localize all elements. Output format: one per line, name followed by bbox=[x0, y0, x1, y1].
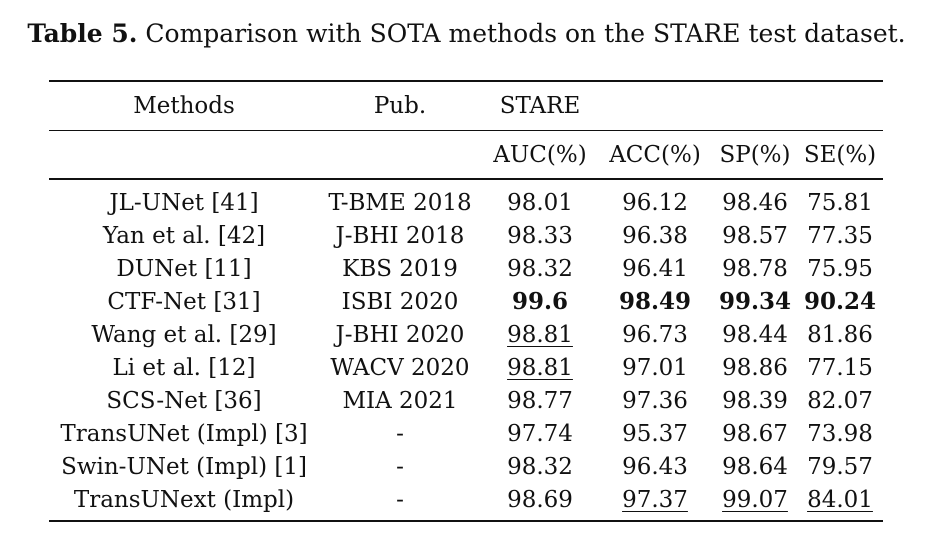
cell-se: 81.86 bbox=[807, 322, 873, 348]
cell-sp: 98.44 bbox=[722, 322, 788, 348]
cell-se: 90.24 bbox=[803, 288, 877, 315]
cell-acc bbox=[595, 486, 715, 514]
cell-auc bbox=[480, 321, 600, 349]
header-pub: Pub. bbox=[373, 93, 427, 119]
table-caption bbox=[0, 18, 933, 50]
top-rule bbox=[49, 80, 883, 82]
cell-auc: 98.01 bbox=[507, 190, 573, 216]
cell-auc-value: 98.81 bbox=[507, 322, 573, 348]
cell-acc: 96.38 bbox=[622, 223, 688, 249]
cell-method: CTF-Net [31] bbox=[107, 289, 261, 315]
header-acc: ACC(%) bbox=[609, 142, 701, 168]
cell-se-value: 84.01 bbox=[807, 487, 873, 513]
header-methods: Methods bbox=[133, 93, 235, 119]
cell-sp: 98.39 bbox=[722, 388, 788, 414]
cell-pub: - bbox=[396, 421, 404, 447]
cell-pub: ISBI 2020 bbox=[341, 289, 459, 315]
cell-sp-value: 99.07 bbox=[722, 487, 788, 513]
cell-pub: J-BHI 2018 bbox=[335, 223, 465, 249]
cell-pub: MIA 2021 bbox=[342, 388, 458, 414]
cell-acc: 97.36 bbox=[622, 388, 688, 414]
cell-se: 75.81 bbox=[807, 190, 873, 216]
cell-auc: 99.6 bbox=[511, 288, 569, 315]
cell-auc: 98.69 bbox=[507, 487, 573, 513]
cell-auc: 97.74 bbox=[507, 421, 573, 447]
cell-pub: - bbox=[396, 454, 404, 480]
cell-method: JL-UNet [41] bbox=[109, 190, 259, 216]
cell-auc bbox=[480, 354, 600, 382]
cell-method: Wang et al. [29] bbox=[91, 322, 277, 348]
cell-acc: 98.49 bbox=[618, 288, 692, 315]
bottom-rule bbox=[49, 520, 883, 522]
cell-method: Yan et al. [42] bbox=[102, 223, 266, 249]
cell-pub: T-BME 2018 bbox=[328, 190, 472, 216]
cell-sp: 98.86 bbox=[722, 355, 788, 381]
cell-sp: 98.46 bbox=[722, 190, 788, 216]
cell-se: 77.15 bbox=[807, 355, 873, 381]
cell-sp: 98.78 bbox=[722, 256, 788, 282]
caption-text: Comparison with SOTA methods on the STARE test dataset. bbox=[145, 19, 906, 48]
cell-auc: 98.32 bbox=[507, 454, 573, 480]
cell-pub: - bbox=[396, 487, 404, 513]
cell-pub: WACV 2020 bbox=[330, 355, 470, 381]
header-dataset: STARE bbox=[499, 93, 581, 119]
cell-se: 77.35 bbox=[807, 223, 873, 249]
cell-acc: 96.73 bbox=[622, 322, 688, 348]
header-auc: AUC(%) bbox=[493, 142, 587, 168]
cell-sp: 98.67 bbox=[722, 421, 788, 447]
cell-sp: 99.34 bbox=[718, 288, 792, 315]
cell-method: Swin-UNet (Impl) [1] bbox=[61, 454, 307, 480]
caption-label: Table 5. bbox=[27, 19, 138, 48]
cell-acc: 95.37 bbox=[622, 421, 688, 447]
cell-method: DUNet [11] bbox=[116, 256, 252, 282]
cell-acc: 96.12 bbox=[622, 190, 688, 216]
cell-acc: 97.01 bbox=[622, 355, 688, 381]
cell-method: SCS-Net [36] bbox=[106, 388, 262, 414]
cell-se: 79.57 bbox=[807, 454, 873, 480]
cell-pub: J-BHI 2020 bbox=[335, 322, 465, 348]
cell-acc: 96.43 bbox=[622, 454, 688, 480]
cell-method: Li et al. [12] bbox=[112, 355, 256, 381]
cell-auc: 98.32 bbox=[507, 256, 573, 282]
subheader-rule bbox=[49, 178, 883, 180]
cell-se: 82.07 bbox=[807, 388, 873, 414]
header-rule bbox=[49, 130, 883, 131]
cell-acc-value: 97.37 bbox=[622, 487, 688, 513]
cell-se bbox=[790, 486, 890, 514]
cell-auc: 98.33 bbox=[507, 223, 573, 249]
cell-se: 75.95 bbox=[807, 256, 873, 282]
header-se: SE(%) bbox=[803, 142, 877, 168]
header-sp: SP(%) bbox=[719, 142, 791, 168]
cell-sp: 98.64 bbox=[722, 454, 788, 480]
cell-method: TransUNet (Impl) [3] bbox=[60, 421, 308, 447]
cell-se: 73.98 bbox=[807, 421, 873, 447]
cell-pub: KBS 2019 bbox=[342, 256, 458, 282]
cell-method: TransUNext (Impl) bbox=[73, 487, 295, 513]
cell-sp: 98.57 bbox=[722, 223, 788, 249]
cell-acc: 96.41 bbox=[622, 256, 688, 282]
cell-auc-value: 98.81 bbox=[507, 355, 573, 381]
cell-auc: 98.77 bbox=[507, 388, 573, 414]
